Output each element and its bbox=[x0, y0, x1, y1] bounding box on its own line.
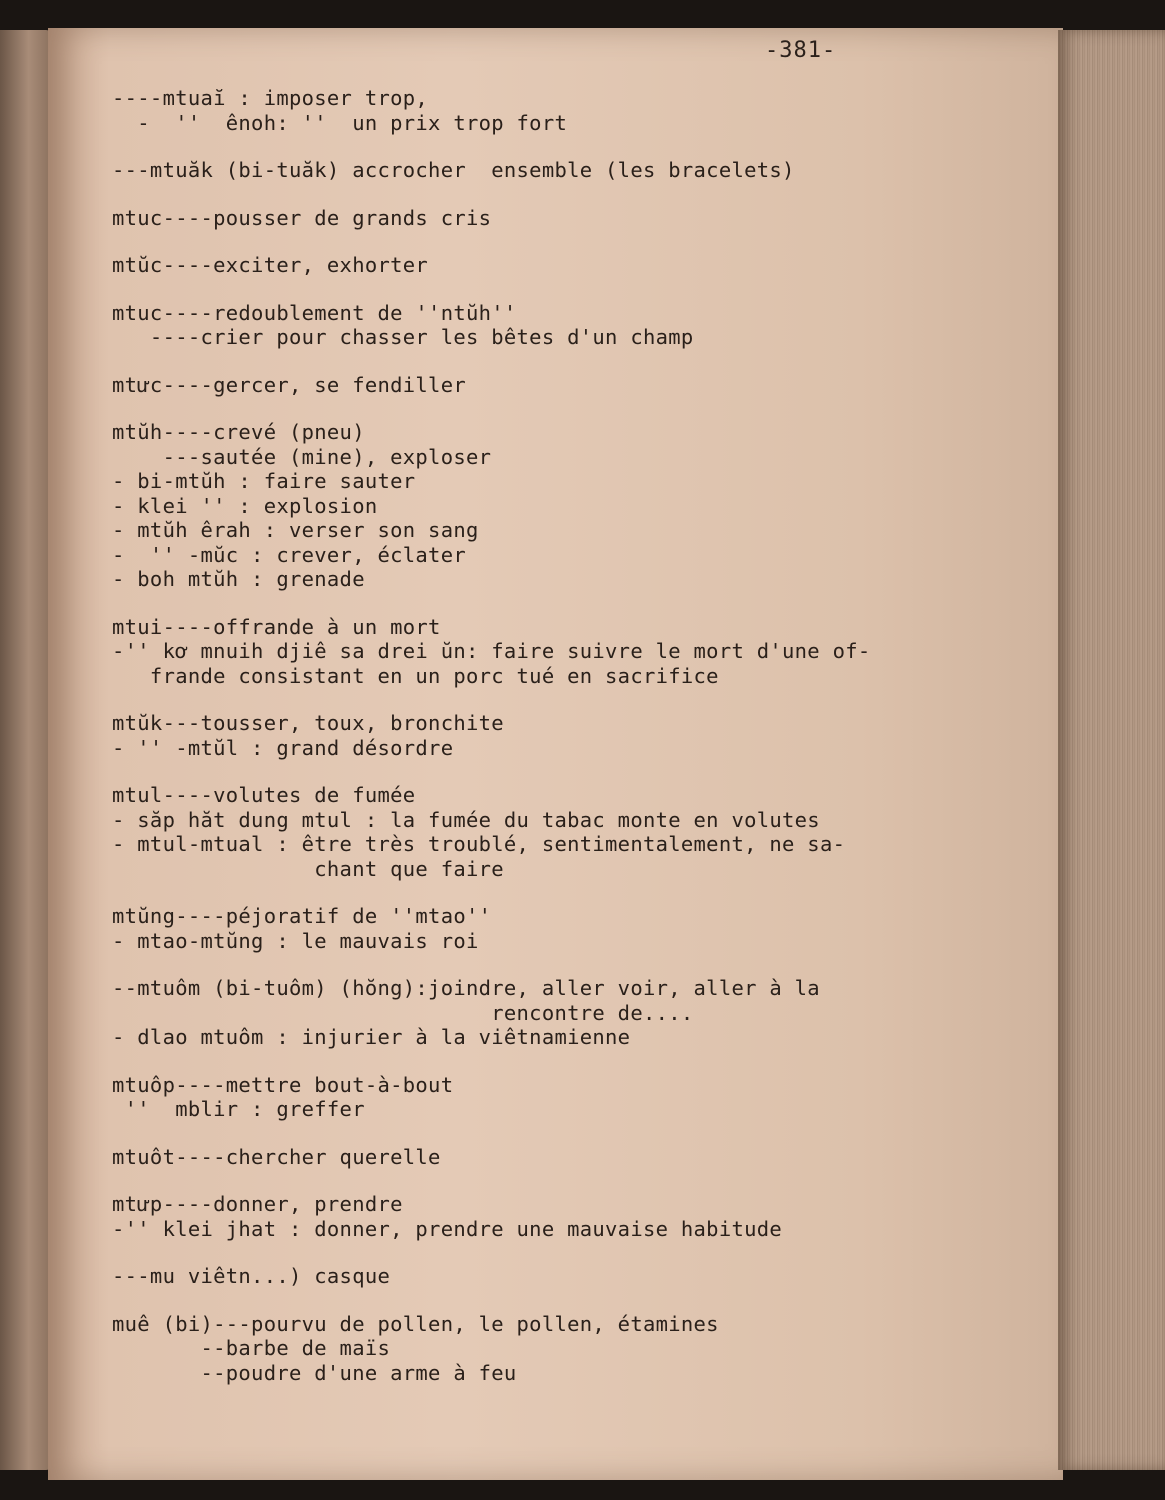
dictionary-entry bbox=[112, 253, 942, 278]
dictionary-entry bbox=[112, 1145, 942, 1170]
entry-line: rencontre de.... bbox=[112, 1000, 694, 1025]
dictionary-text bbox=[112, 86, 942, 1408]
page-stack-edge bbox=[1058, 30, 1165, 1470]
dictionary-entry bbox=[112, 1312, 942, 1386]
dictionary-entry bbox=[112, 1073, 942, 1122]
dictionary-entry bbox=[112, 1192, 942, 1241]
dictionary-entry bbox=[112, 420, 942, 592]
entry-line: --barbe de maïs bbox=[112, 1336, 391, 1360]
entry-line: - klei '' : explosion bbox=[112, 493, 378, 518]
entry-line: mtul----volutes de fumée bbox=[112, 783, 416, 807]
dictionary-entry bbox=[112, 373, 942, 398]
dictionary-entry bbox=[112, 1264, 942, 1289]
entry-line: ----mtuaĭ : imposer trop, bbox=[112, 86, 429, 110]
entry-line: - '' -mŭc : crever, éclater bbox=[112, 542, 466, 567]
entry-line: mtŭh----crevé (pneu) bbox=[112, 420, 365, 444]
entry-line: - bi-mtŭh : faire sauter bbox=[112, 469, 416, 493]
entry-line: mtŭng----péjoratif de ''mtao'' bbox=[112, 904, 492, 928]
entry-line: - '' -mtŭl : grand désordre bbox=[112, 735, 454, 760]
entry-line: - '' ênoh: '' un prix trop fort bbox=[112, 110, 568, 135]
entry-line: mtui----offrande à un mort bbox=[112, 614, 441, 639]
entry-line: mtuôt----chercher querelle bbox=[112, 1144, 441, 1169]
entry-line: mtưp----donner, prendre bbox=[112, 1192, 403, 1216]
dictionary-entry bbox=[112, 711, 942, 760]
entry-line: frande consistant en un porc tué en sacrifice bbox=[112, 663, 719, 688]
entry-line: mtŭc----exciter, exhorter bbox=[112, 253, 429, 277]
entry-line: --mtuôm (bi-tuôm) (hŏng):joindre, aller voir, aller à la bbox=[112, 976, 820, 1000]
entry-line: ----crier pour chasser les bêtes d'un champ bbox=[112, 325, 694, 349]
dictionary-entry bbox=[112, 206, 942, 231]
entry-line: mtuc----redoublement de ''ntŭh'' bbox=[112, 300, 517, 325]
entry-line: -'' kơ mnuih djiê sa drei ŭn: faire suivre le mort d'une of- bbox=[112, 639, 871, 663]
entry-line: - mtul-mtual : être très troublé, sentimentalement, ne sa- bbox=[112, 832, 846, 856]
entry-line: - dlao mtuôm : injurier à la viêtnamienne bbox=[112, 1025, 631, 1049]
entry-line: - mtao-mtŭng : le mauvais roi bbox=[112, 928, 479, 953]
dictionary-entry bbox=[112, 301, 942, 350]
entry-line: ---sautée (mine), exploser bbox=[112, 444, 492, 469]
entry-line: ---mtuăk (bi-tuăk) accrocher ensemble (les bracelets) bbox=[112, 158, 795, 182]
entry-line: - mtŭh êrah : verser son sang bbox=[112, 518, 479, 542]
page-number: -381- bbox=[765, 38, 837, 63]
dictionary-entry bbox=[112, 904, 942, 953]
dictionary-entry bbox=[112, 783, 942, 881]
entry-line: - boh mtŭh : grenade bbox=[112, 567, 365, 591]
entry-line: chant que faire bbox=[112, 856, 504, 881]
entry-line: mtưc----gercer, se fendiller bbox=[112, 372, 466, 397]
entry-line: ---mu viêtn...) casque bbox=[112, 1264, 391, 1288]
entry-line: --poudre d'une arme à feu bbox=[112, 1360, 517, 1385]
entry-line: muê (bi)---pourvu de pollen, le pollen, étamines bbox=[112, 1311, 719, 1336]
entry-line: -'' klei jhat : donner, prendre une mauvaise habitude bbox=[112, 1216, 783, 1241]
entry-line: mtuc----pousser de grands cris bbox=[112, 205, 492, 230]
entry-line: mtuôp----mettre bout-à-bout bbox=[112, 1072, 454, 1097]
dictionary-entry bbox=[112, 615, 942, 689]
entry-line: mtŭk---tousser, toux, bronchite bbox=[112, 711, 504, 735]
entry-line: '' mblir : greffer bbox=[112, 1097, 365, 1121]
dictionary-entry bbox=[112, 158, 942, 183]
left-page-edge bbox=[0, 30, 52, 1470]
entry-line: - săp hăt dung mtul : la fumée du tabac monte en volutes bbox=[112, 807, 820, 832]
dictionary-entry bbox=[112, 976, 942, 1050]
dictionary-entry bbox=[112, 86, 942, 135]
